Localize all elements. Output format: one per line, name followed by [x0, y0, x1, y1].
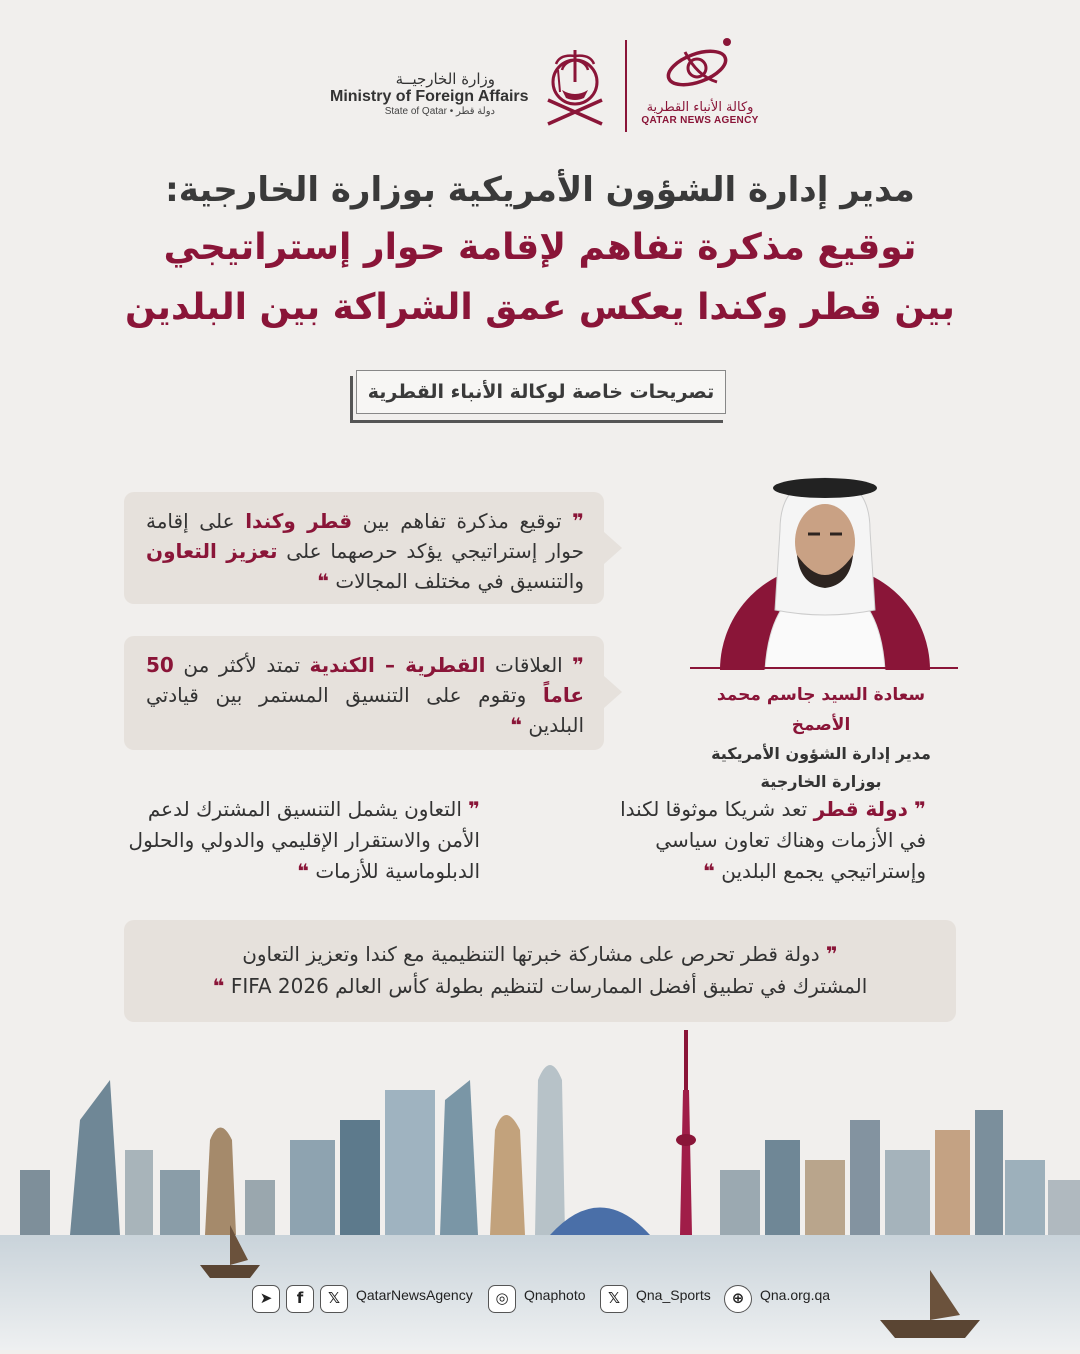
mofa-state-label: State of Qatar • دولة قطر [384, 106, 495, 117]
qna-english-name: QATAR NEWS AGENCY [641, 115, 759, 126]
headline-line-3: بين قطر وكندا يعكس عمق الشراكة بين البلدين [125, 287, 955, 328]
quote-open-icon: ❞ [572, 509, 584, 533]
official-title-2: بوزارة الخارجية [760, 772, 882, 791]
quote-3: ❞ دولة قطر تعد شريكا موثوقا لكندا في الأزمات وهناك تعاون سياسي وإستراتيجي يجمع البلدين ❝ [620, 797, 926, 883]
quote-5-line-2: المشترك في تطبيق أفضل الممارسات لتنظيم بطولة كأس العالم FIFA 2026 ❝ [212, 974, 868, 998]
quote-bubble-2 [124, 636, 604, 750]
instagram-icon[interactable]: ◎ [488, 1285, 516, 1313]
mofa-logo-text [330, 70, 530, 117]
official-portrait [700, 460, 950, 670]
quote-open-icon: ❞ [914, 797, 926, 821]
quote-bubble-5 [124, 920, 956, 1022]
qna-emblem-icon [655, 32, 745, 96]
quote-close-icon: ❝ [317, 569, 329, 593]
mofa-english-name: Ministry of Foreign Affairs [330, 88, 529, 105]
social-handle-qnaphoto[interactable]: Qnaphoto [524, 1287, 586, 1303]
quote-close-icon: ❝ [212, 974, 225, 998]
headline-line-1: مدير إدارة الشؤون الأمريكية بوزارة الخارجية: [165, 170, 915, 210]
exclusive-statements-badge [350, 370, 728, 422]
qna-arabic-name: وكالة الأنباء القطرية [646, 100, 754, 115]
official-title-1: مدير إدارة الشؤون الأمريكية [711, 744, 931, 763]
portrait-underline [690, 667, 958, 669]
quote-close-icon: ❝ [297, 859, 309, 883]
facebook-icon[interactable]: f [286, 1285, 314, 1313]
official-name: سعادة السيد جاسم محمد الأصمخ [716, 685, 926, 735]
quote-open-icon: ❞ [572, 653, 585, 677]
telegram-icon[interactable]: ➤ [252, 1285, 280, 1313]
quote-2-text: ❞ العلاقات القطرية – الكندية تمتد لأكثر من 50 عاماً وتقوم على التنسيق المستمر بين قيادتي البلدين ❝ [146, 653, 585, 737]
quote-open-icon: ❞ [468, 797, 480, 821]
qna-logo [640, 32, 760, 126]
bubble-pointer [604, 532, 622, 564]
quote-1-text: ❞ توقيع مذكرة تفاهم بين قطر وكندا على إقامة حوار إستراتيجي يؤكد حرصهما على تعزيز التعاون والتنسيق في مختلف المجالات ❝ [146, 509, 585, 593]
headline-line-2: توقيع مذكرة تفاهم لإقامة حوار إستراتيجي [163, 227, 917, 268]
x-icon[interactable]: 𝕏 [600, 1285, 628, 1313]
logo-divider [625, 40, 627, 132]
x-icon[interactable]: 𝕏 [320, 1285, 348, 1313]
social-handle-qna-sports[interactable]: Qna_Sports [636, 1287, 711, 1303]
bubble-pointer [604, 676, 622, 708]
official-caption [690, 680, 952, 796]
header-logos [0, 30, 1080, 140]
mofa-arabic-name: وزارة الخارجيــة [395, 70, 495, 88]
quote-close-icon: ❝ [510, 713, 523, 737]
quote-4: ❞ التعاون يشمل التنسيق المشترك لدعم الأمن والاستقرار الإقليمي والدولي والحلول الدبلوماسية للأزمات ❝ [128, 797, 480, 883]
quote-close-icon: ❝ [703, 859, 715, 883]
website-link[interactable]: Qna.org.qa [760, 1287, 831, 1303]
quote-5-line-1: ❞ دولة قطر تحرص على مشاركة خبرتها التنظيمية مع كندا وتعزيز التعاون [242, 942, 838, 966]
globe-icon[interactable]: ⊕ [724, 1285, 752, 1313]
social-links-bar [252, 1283, 832, 1315]
headline [60, 162, 1020, 338]
social-handle-qatarnewsagency[interactable]: QatarNewsAgency [356, 1287, 473, 1303]
qatar-emblem-icon [540, 42, 610, 136]
badge-label: تصريحات خاصة لوكالة الأنباء القطرية [356, 370, 726, 414]
quote-bubble-1 [124, 492, 604, 604]
quote-open-icon: ❞ [826, 942, 838, 966]
